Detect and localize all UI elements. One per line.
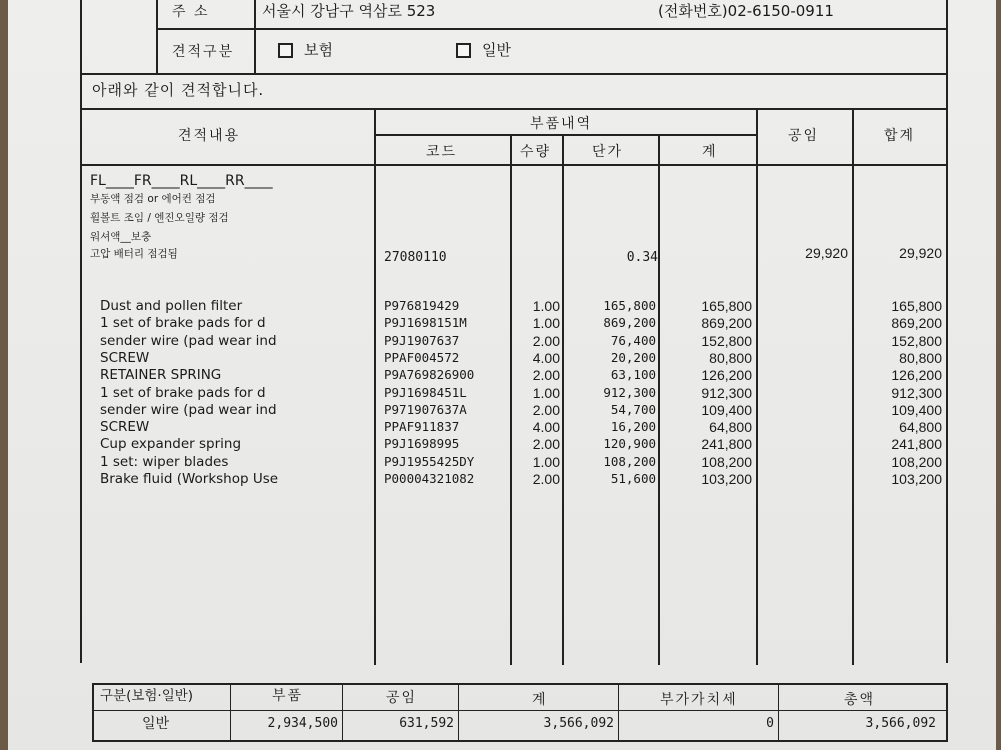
part-description: Cup expander spring xyxy=(100,436,242,453)
summary-divider xyxy=(618,683,619,741)
part-description: 1 set of brake pads for d xyxy=(100,384,266,401)
service-labor: 29,920 xyxy=(805,245,848,261)
summary-divider xyxy=(946,683,948,741)
part-qty: 1.00 xyxy=(532,384,560,401)
part-subtotal: 241,800 xyxy=(701,436,752,453)
summary-divider xyxy=(92,683,94,741)
header-line xyxy=(80,73,948,75)
service-total: 29,920 xyxy=(899,245,942,261)
summary-labor-value: 631,592 xyxy=(399,716,454,731)
summary-sum-value: 3,566,092 xyxy=(543,716,614,731)
part-description: 1 set of brake pads for d xyxy=(100,315,266,332)
summary-divider xyxy=(778,683,779,741)
part-total: 80,800 xyxy=(899,349,942,366)
header-line xyxy=(80,108,948,110)
summary-line xyxy=(92,740,948,742)
part-unit-price: 120,900 xyxy=(603,436,656,452)
part-unit-price: 912,300 xyxy=(603,384,656,400)
part-qty: 1.00 xyxy=(532,315,560,332)
part-description: 1 set: wiper blades xyxy=(100,453,229,470)
part-subtotal: 152,800 xyxy=(701,332,752,349)
service-code: 27080110 xyxy=(384,250,447,265)
summary-line xyxy=(92,683,948,685)
column-divider xyxy=(756,108,758,665)
part-code: P9J1698151M xyxy=(384,315,467,331)
part-total: 126,200 xyxy=(891,367,942,384)
part-code: P9J1907637 xyxy=(384,332,460,348)
part-description: Dust and pollen filter xyxy=(100,298,243,314)
summary-parts-value: 2,934,500 xyxy=(267,716,338,731)
part-total: 64,800 xyxy=(899,419,942,436)
part-code: PPAF911837 xyxy=(384,419,460,435)
col-unit-price-header: 단가 xyxy=(592,144,624,160)
part-qty: 2.00 xyxy=(532,471,560,487)
part-unit-price: 869,200 xyxy=(603,315,656,331)
part-unit-price: 108,200 xyxy=(603,453,656,469)
part-code: PPAF004572 xyxy=(384,349,460,365)
checklist-line-coolant: 부동액 점검 or 에어컨 점검 xyxy=(90,193,216,205)
col-subtotal-header: 계 xyxy=(702,144,718,160)
form-right-border xyxy=(946,0,948,663)
table-header-line xyxy=(80,164,948,166)
service-qty: 0.34 xyxy=(626,250,658,265)
part-qty: 1.00 xyxy=(532,298,560,314)
part-total: 869,200 xyxy=(891,315,942,332)
phone-number: (전화번호)02-6150-0911 xyxy=(658,2,834,20)
part-qty: 2.00 xyxy=(532,436,560,453)
part-total: 912,300 xyxy=(891,384,942,401)
address-label: 주 소 xyxy=(172,4,210,20)
part-subtotal: 80,800 xyxy=(709,349,752,366)
part-total: 109,400 xyxy=(891,401,942,418)
part-code: P976819429 xyxy=(384,298,460,313)
part-code: P971907637A xyxy=(384,401,467,417)
checklist-line-washer: 워셔액__보충 xyxy=(90,231,152,243)
part-unit-price: 51,600 xyxy=(610,471,656,486)
part-unit-price: 54,700 xyxy=(610,401,656,417)
summary-line xyxy=(92,710,948,711)
summary-divider xyxy=(342,683,343,741)
checklist-line-battery: 고압 배터리 점검됨 xyxy=(90,248,178,260)
part-description: sender wire (pad wear ind xyxy=(100,401,277,418)
part-total: 165,800 xyxy=(891,298,942,314)
checklist-line-wheels: FL____FR____RL____RR____ xyxy=(90,173,273,189)
part-description: SCREW xyxy=(100,349,150,366)
part-total: 108,200 xyxy=(891,453,942,470)
summary-divider xyxy=(230,683,231,741)
part-subtotal: 108,200 xyxy=(701,453,752,470)
insurance-option-label: 보험 xyxy=(304,41,333,59)
summary-sum-label: 계 xyxy=(532,692,548,708)
header-divider xyxy=(156,0,158,74)
part-description: Brake fluid (Workshop Use xyxy=(100,471,279,487)
insurance-checkbox[interactable] xyxy=(278,43,293,58)
part-qty: 4.00 xyxy=(532,349,560,366)
part-code: P00004321082 xyxy=(384,471,475,486)
summary-grand-label: 총액 xyxy=(844,692,876,708)
estimate-paper xyxy=(8,0,996,750)
part-total: 152,800 xyxy=(891,332,942,349)
part-qty: 2.00 xyxy=(532,401,560,418)
part-unit-price: 76,400 xyxy=(610,332,656,348)
part-code: P9J1698451L xyxy=(384,384,467,400)
part-code: P9J1698995 xyxy=(384,436,460,452)
part-description: SCREW xyxy=(100,419,150,436)
summary-vat-value: 0 xyxy=(766,716,774,731)
part-qty: 2.00 xyxy=(532,367,560,384)
table-header-line xyxy=(374,134,758,136)
part-unit-price: 16,200 xyxy=(610,419,656,435)
part-description: RETAINER SPRING xyxy=(100,367,222,384)
estimate-form xyxy=(80,0,948,750)
col-total-header: 합계 xyxy=(884,128,916,144)
part-qty: 2.00 xyxy=(532,332,560,349)
intro-text: 아래와 같이 견적합니다. xyxy=(92,81,265,99)
part-subtotal: 869,200 xyxy=(701,315,752,332)
part-subtotal: 912,300 xyxy=(701,384,752,401)
col-qty-header: 수량 xyxy=(520,144,552,160)
part-unit-price: 20,200 xyxy=(610,349,656,365)
part-total: 103,200 xyxy=(891,471,942,487)
header-divider xyxy=(254,0,256,74)
general-checkbox[interactable] xyxy=(456,43,471,58)
column-divider xyxy=(374,108,376,665)
part-unit-price: 63,100 xyxy=(610,367,656,383)
header-line xyxy=(156,28,948,30)
checklist-line-wheelbolt: 휠볼트 조임 / 엔진오일량 점검 xyxy=(90,212,229,224)
summary-grand-value: 3,566,092 xyxy=(865,716,936,731)
summary-parts-label: 부품 xyxy=(272,688,304,704)
part-subtotal: 64,800 xyxy=(709,419,752,436)
form-left-border xyxy=(80,0,82,663)
col-estimate-header: 견적내용 xyxy=(178,128,241,144)
part-unit-price: 165,800 xyxy=(603,298,656,313)
summary-category-value: 일반 xyxy=(142,716,170,732)
summary-labor-label: 공임 xyxy=(386,690,418,706)
summary-vat-label: 부가가치세 xyxy=(660,692,738,708)
category-label: 견적구분 xyxy=(172,44,235,60)
summary-divider xyxy=(458,683,459,741)
part-subtotal: 165,800 xyxy=(701,298,752,314)
part-subtotal: 109,400 xyxy=(701,401,752,418)
part-code: P9A769826900 xyxy=(384,367,475,383)
part-qty: 1.00 xyxy=(532,453,560,470)
part-subtotal: 103,200 xyxy=(701,471,752,487)
general-option-label: 일반 xyxy=(482,41,511,59)
summary-category-label: 구분(보험·일반) xyxy=(100,688,194,704)
part-subtotal: 126,200 xyxy=(701,367,752,384)
part-description: sender wire (pad wear ind xyxy=(100,332,277,349)
part-qty: 4.00 xyxy=(532,419,560,436)
part-total: 241,800 xyxy=(891,436,942,453)
col-labor-header: 공임 xyxy=(788,128,820,144)
address-value: 서울시 강남구 역삼로 523 xyxy=(262,2,436,20)
col-parts-header: 부품내역 xyxy=(530,116,593,132)
col-code-header: 코드 xyxy=(426,144,458,160)
part-code: P9J1955425DY xyxy=(384,453,475,469)
